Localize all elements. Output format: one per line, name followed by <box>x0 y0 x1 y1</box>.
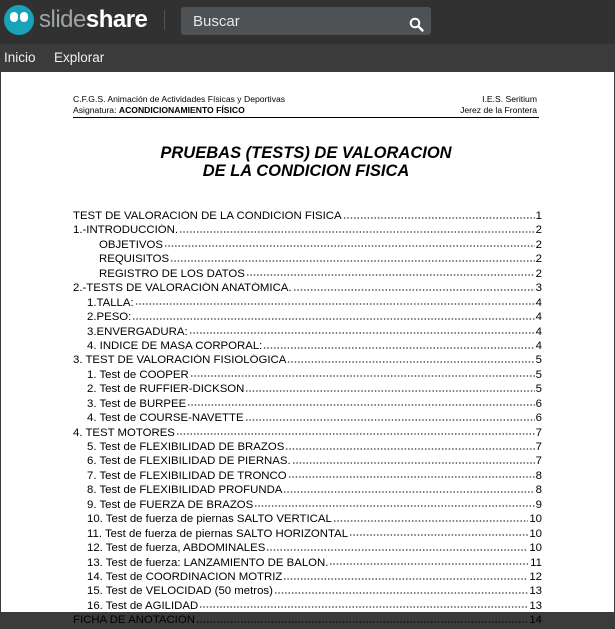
doc-header-subject-prefix: Asignatura: <box>73 105 119 115</box>
toc-entry-page: 7 <box>535 441 542 453</box>
toc-entry <box>73 340 542 354</box>
toc-entry-page: 6 <box>535 397 542 410</box>
header-rule <box>73 117 539 118</box>
doc-header-course: C.F.G.S. Animación de Actividades Físicas y Deportivas <box>73 94 286 104</box>
toc-entry <box>73 484 542 498</box>
toc-entry-label: 4. INDICE DE MASA CORPORAL: <box>87 339 263 352</box>
toc-entry <box>73 441 542 455</box>
toc-entry-label: REQUISITOS <box>99 253 170 266</box>
toc-entry-label: 3. TEST DE VALORACIÓN FISIOLÓGICA <box>73 354 287 367</box>
toc-entry-label: 1. Test de COOPER <box>87 368 189 381</box>
top-bar <box>0 0 615 44</box>
toc-entry-page: 8 <box>535 484 542 497</box>
toc-dot-leader <box>329 557 529 566</box>
toc-entry-page: 6 <box>535 412 542 425</box>
toc-dot-leader <box>287 354 534 363</box>
toc-entry-label: 12. Test de fuerza, ABDOMINALES <box>87 542 266 555</box>
doc-header-city: Jerez de la Frontera <box>460 105 537 115</box>
toc-dot-leader <box>263 340 534 349</box>
toc-entry-label: 4. Test de COURSE-NAVETTE <box>87 412 244 425</box>
toc-dot-leader <box>292 455 535 464</box>
toc-entry-label: 14. Test de COORDINACION MOTRIZ <box>87 570 283 583</box>
toc-entry-label: FICHA DE ANOTACIÓN <box>73 614 195 627</box>
toc-dot-leader <box>132 311 534 320</box>
toc-entry <box>73 427 542 441</box>
doc-title <box>61 144 551 180</box>
toc-entry <box>73 224 542 238</box>
toc-dot-leader <box>283 571 528 580</box>
toc-entry-page: 12 <box>529 570 542 583</box>
toc-entry-page: 5 <box>535 368 542 381</box>
toc-dot-leader <box>333 513 529 522</box>
doc-header-right <box>460 94 537 116</box>
toc-entry-page: 5 <box>535 354 542 367</box>
toc-entry <box>73 268 542 282</box>
toc-dot-leader <box>274 585 528 594</box>
toc-entry <box>73 571 542 585</box>
toc-entry-page: 13 <box>529 599 542 612</box>
toc-dot-leader <box>288 470 535 479</box>
toc-entry-page: 2 <box>535 253 542 266</box>
toc-entry-label: 2. Test de RUFFIER-DICKSON <box>87 383 245 396</box>
toc-entry-label: 9. Test de FUERZA DE BRAZOS <box>87 498 254 511</box>
toc-entry-label: 2.PESO: <box>87 311 132 324</box>
toc-entry <box>73 369 542 383</box>
doc-title-line1: PRUEBAS (TESTS) DE VALORACION <box>160 144 452 162</box>
nav-item-inicio[interactable]: Inicio <box>4 50 36 65</box>
toc-dot-leader <box>196 614 528 623</box>
toc-entry <box>73 412 542 426</box>
toc-dot-leader <box>187 398 534 407</box>
toc-dot-leader <box>343 210 535 219</box>
toc-entry-label: 15. Test de VELOCIDAD (50 metros) <box>87 585 273 598</box>
toc-entry-label: 11. Test de fuerza de piernas SALTO HORIZONTAL <box>87 527 349 540</box>
toc-entry-label: 3.ENVERGADURA: <box>87 325 188 338</box>
toc-entry-page: 2 <box>535 267 542 280</box>
toc-dot-leader <box>293 282 535 291</box>
search-input[interactable] <box>181 7 408 35</box>
search-button[interactable] <box>401 7 431 35</box>
toc-entry <box>73 311 542 325</box>
toc-entry <box>73 282 542 296</box>
logo-wordmark <box>39 6 147 34</box>
toc-entry-label: 1.-INTRODUCCIÓN. <box>73 224 179 237</box>
toc-entry-page: 7 <box>535 455 542 468</box>
toc-entry <box>73 614 542 628</box>
toc-entry-page: 4 <box>535 325 542 338</box>
toc-entry <box>73 354 542 368</box>
search-box <box>181 7 431 35</box>
toc-dot-leader <box>285 441 534 450</box>
toc-entry <box>73 455 542 469</box>
slideshare-logo-icon <box>4 5 34 35</box>
toc-entry-page: 1 <box>535 210 542 222</box>
toc-entry <box>73 383 542 397</box>
toc-entry-page: 8 <box>535 469 542 482</box>
toc-entry <box>73 557 542 571</box>
toc-entry <box>73 253 542 267</box>
toc-entry-page: 3 <box>535 282 542 295</box>
toc-entry-page: 9 <box>535 498 542 511</box>
table-of-contents <box>73 210 542 629</box>
toc-dot-leader <box>170 253 535 262</box>
toc-entry <box>73 513 542 527</box>
doc-header-subject <box>73 105 285 116</box>
doc-header-subject-name: ACONDICIONAMIENTO FÍSICO <box>118 105 245 115</box>
toc-entry <box>73 210 542 224</box>
toc-dot-leader <box>245 383 534 392</box>
toc-entry-label: 10. Test de fuerza de piernas SALTO VERTICAL <box>87 513 332 526</box>
toc-entry-page: 10 <box>529 513 542 526</box>
toc-entry-page: 4 <box>535 311 542 324</box>
search-icon <box>409 17 424 32</box>
toc-entry-label: 4. TEST MOTORES <box>73 426 175 439</box>
toc-dot-leader <box>176 427 535 436</box>
toc-entry <box>73 398 542 412</box>
toc-entry-page: 7 <box>535 426 542 439</box>
toc-entry-label: 3. Test de BURPEE <box>87 397 187 410</box>
nav-bar <box>0 44 615 72</box>
toc-dot-leader <box>164 239 535 248</box>
toc-entry-label: 6. Test de FLEXIBILIDAD DE PIERNAS. <box>87 455 291 468</box>
toc-entry-label: 5. Test de FLEXIBILIDAD DE BRAZOS <box>87 441 285 453</box>
toc-dot-leader <box>245 412 535 421</box>
header-divider <box>164 10 165 30</box>
toc-entry-page: 10 <box>529 527 542 540</box>
toc-dot-leader <box>254 499 534 508</box>
toc-dot-leader <box>246 268 535 277</box>
toc-entry-label: 16. Test de AGILIDAD <box>87 599 199 612</box>
toc-dot-leader <box>189 326 535 335</box>
toc-entry-label: OBJETIVOS <box>99 238 163 251</box>
toc-entry-label: 8. Test de FLEXIBILIDAD PROFUNDA <box>87 484 283 497</box>
toc-dot-leader <box>266 542 528 551</box>
toc-dot-leader <box>190 369 535 378</box>
toc-entry-page: 2 <box>535 224 542 237</box>
toc-entry <box>73 600 542 614</box>
toc-entry <box>73 499 542 513</box>
toc-entry-page: 13 <box>529 585 542 598</box>
logo-text-slide: slide <box>39 6 86 33</box>
toc-entry-page: 11 <box>530 556 542 569</box>
doc-title-line2: DE LA CONDICION FISICA <box>202 162 410 180</box>
doc-header-school: I.E.S. Seritium <box>482 94 537 104</box>
toc-dot-leader <box>349 528 528 537</box>
toc-dot-leader <box>283 484 534 493</box>
toc-entry-page: 4 <box>535 296 542 309</box>
toc-entry <box>73 528 542 542</box>
toc-dot-leader <box>135 297 535 306</box>
toc-dot-leader <box>199 600 528 609</box>
logo-text-share: share <box>85 6 148 33</box>
toc-entry-page: 2 <box>535 238 542 251</box>
toc-entry-label: 1.TALLA: <box>87 296 134 309</box>
toc-entry-label: 2.-TESTS DE VALORACIÓN ANATÓMICA. <box>73 282 292 295</box>
doc-header-left <box>73 94 285 116</box>
toc-entry <box>73 470 542 484</box>
toc-entry-label: TEST DE VALORACION DE LA CONDICION FISICA <box>73 210 342 222</box>
toc-entry-page: 5 <box>535 383 542 396</box>
toc-entry-label: 7. Test de FLEXIBILIDAD DE TRONCO <box>87 469 287 482</box>
nav-item-explorar[interactable]: Explorar <box>54 50 105 65</box>
slideshare-logo[interactable] <box>4 4 147 36</box>
toc-entry <box>73 297 542 311</box>
toc-entry-page: 10 <box>529 542 542 555</box>
toc-dot-leader <box>179 224 535 233</box>
document-page <box>1 72 614 627</box>
toc-entry <box>73 542 542 556</box>
toc-entry <box>73 239 542 253</box>
toc-entry-label: 13. Test de fuerza: LANZAMIENTO DE BALON. <box>87 556 329 569</box>
toc-entry <box>73 326 542 340</box>
toc-entry-label: REGISTRO DE LOS DATOS <box>99 267 245 280</box>
toc-entry-page: 14 <box>529 614 542 627</box>
toc-entry-page: 4 <box>535 339 542 352</box>
toc-entry <box>73 585 542 599</box>
